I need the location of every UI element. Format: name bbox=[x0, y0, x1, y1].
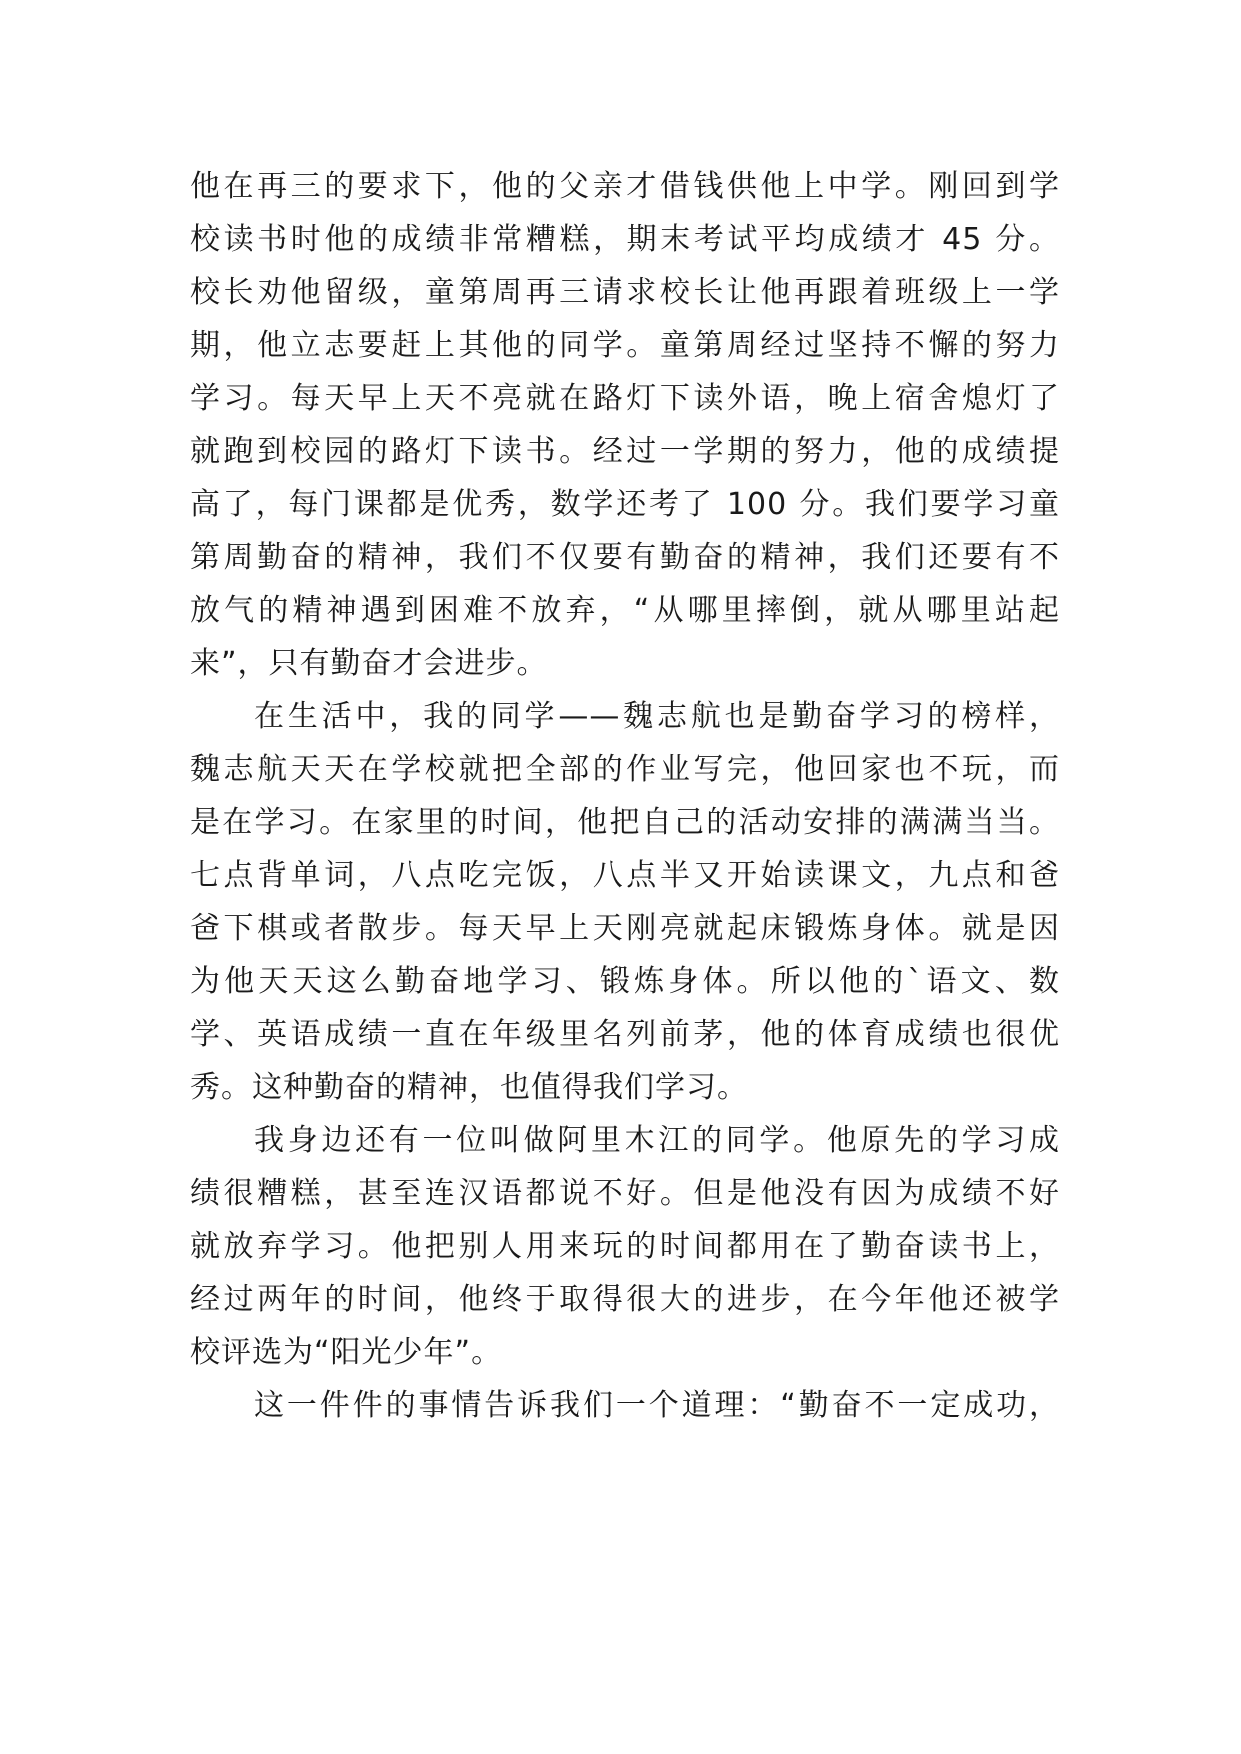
text-line: 第周勤奋的精神，我们不仅要有勤奋的精神，我们还要有不 bbox=[190, 540, 1060, 575]
text-line: 期，他立志要赶上其他的同学。童第周经过坚持不懈的努力 bbox=[190, 328, 1060, 363]
text-line: 校读书时他的成绩非常糟糕，期末考试平均成绩才 45 分。 bbox=[190, 222, 1060, 257]
text-line: 校评选为“阳光少年”。 bbox=[190, 1335, 503, 1370]
text-line: 绩很糟糕，甚至连汉语都说不好。但是他没有因为成绩不好 bbox=[190, 1176, 1060, 1211]
text-line: 是在学习。在家里的时间，他把自己的活动安排的满满当当。 bbox=[190, 805, 1060, 840]
text-line: 就跑到校园的路灯下读书。经过一学期的努力，他的成绩提 bbox=[190, 434, 1060, 469]
text-line: 学习。每天早上天不亮就在路灯下读外语，晚上宿舍熄灯了 bbox=[190, 381, 1060, 416]
text-line: 魏志航天天在学校就把全部的作业写完，他回家也不玩，而 bbox=[190, 752, 1060, 787]
text-line: 七点背单词，八点吃完饭，八点半又开始读课文，九点和爸 bbox=[190, 858, 1060, 893]
text-line: 校长劝他留级，童第周再三请求校长让他再跟着班级上一学 bbox=[190, 275, 1060, 310]
text-line: 爸下棋或者散步。每天早上天刚亮就起床锻炼身体。就是因 bbox=[190, 911, 1060, 946]
text-line: 学、英语成绩一直在年级里名列前茅，他的体育成绩也很优 bbox=[190, 1017, 1060, 1052]
text-line: 秀。这种勤奋的精神，也值得我们学习。 bbox=[190, 1070, 748, 1105]
paragraph-first-line: 在生活中，我的同学——魏志航也是勤奋学习的榜样， bbox=[254, 699, 1060, 734]
text-line: 来”，只有勤奋才会进步。 bbox=[190, 646, 548, 681]
text-line: 为他天天这么勤奋地学习、锻炼身体。所以他的`语文、数 bbox=[190, 964, 1060, 999]
text-line: 经过两年的时间，他终于取得很大的进步，在今年他还被学 bbox=[190, 1282, 1060, 1317]
paragraph-first-line: 这一件件的事情告诉我们一个道理：“勤奋不一定成功， bbox=[254, 1388, 1060, 1423]
text-line: 高了，每门课都是优秀，数学还考了 100 分。我们要学习童 bbox=[190, 487, 1060, 522]
text-line: 就放弃学习。他把别人用来玩的时间都用在了勤奋读书上， bbox=[190, 1229, 1060, 1264]
text-line: 他在再三的要求下，他的父亲才借钱供他上中学。刚回到学 bbox=[190, 169, 1060, 204]
paragraph-first-line: 我身边还有一位叫做阿里木江的同学。他原先的学习成 bbox=[254, 1123, 1060, 1158]
text-line: 放气的精神遇到困难不放弃，“从哪里摔倒，就从哪里站起 bbox=[190, 593, 1060, 628]
body-text bbox=[190, 160, 1060, 1432]
